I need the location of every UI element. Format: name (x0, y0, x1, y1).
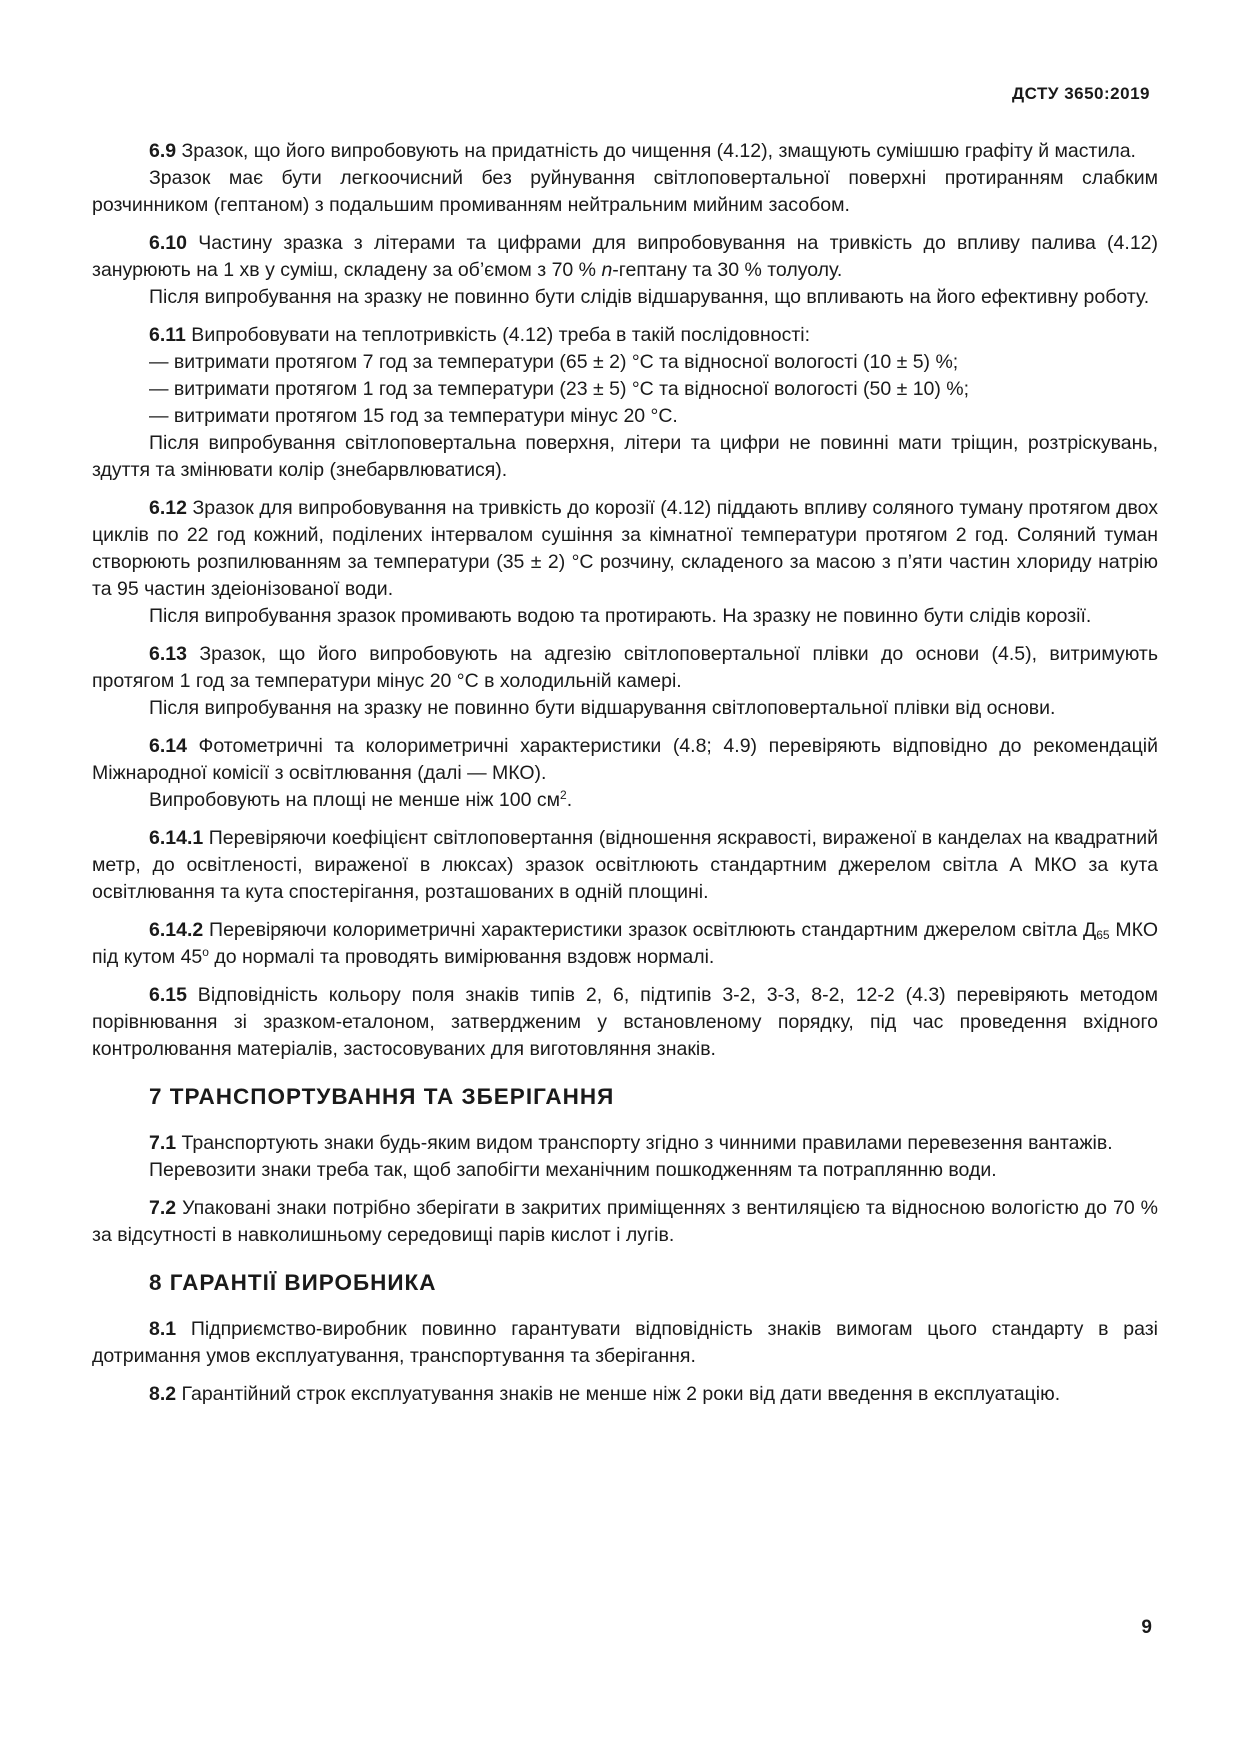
paragraph: Зразок має бути легкоочисний без руйнування світлоповертальної поверхні протиранням слабким розчинником (гептаном) з подальшим промиванням нейтральним мийним засобом. (92, 167, 1158, 216)
clause-number: 6.15 (149, 984, 187, 1006)
clause-6-13 (92, 641, 1158, 722)
clause-text: Зразок, що його випробовують на придатність до чищення (4.12), змащують сумішшю графіту й мастила. (176, 140, 1136, 162)
clause-text: МКО під кутом 45 (92, 919, 1158, 968)
clause-text-end: -гептану та 30 % толуолу. (612, 259, 843, 281)
clause-text: Зразок, що його випробовують на адгезію світлоповертальної плівки до основи (4.5), витримують протягом 1 год за температури мінус 20 °С в холодильній камері. (92, 643, 1158, 692)
paragraph (92, 825, 1158, 906)
paragraph (92, 495, 1158, 603)
paragraph: Перевозити знаки треба так, щоб запобігти механічним пошкодженням та потраплянню води. (149, 1159, 997, 1181)
paragraph (92, 138, 1158, 165)
document-body (92, 138, 1158, 1419)
paragraph (92, 1381, 1158, 1408)
document-code: ДСТУ 3650:2019 (1012, 84, 1150, 103)
paragraph (92, 641, 1158, 695)
paragraph: Після випробування світлоповертальна поверхня, літери та цифри не повинні мати тріщин, розтріскувань, здуття та змінювати колір (знебарвлюватися). (92, 432, 1158, 481)
clause-6-9 (92, 138, 1158, 219)
clause-6-14-1 (92, 825, 1158, 906)
clause-6-15 (92, 982, 1158, 1063)
clause-text: Перевіряючи колориметричні характеристики зразок освітлюють стандартним джерелом світла Д (203, 919, 1097, 941)
paragraph (92, 733, 1158, 787)
clause-text-end: до нормалі та проводять вимірювання вздовж нормалі. (208, 946, 715, 968)
list-item: — витримати протягом 7 год за температури (65 ± 2) °С та відносної вологості (10 ± 5) %; (149, 351, 959, 373)
clause-8-1 (92, 1316, 1158, 1370)
clause-number: 8.1 (149, 1318, 177, 1340)
clause-text: Перевіряючи коефіцієнт світлоповертання (відношення яскравості, вираженої в канделах на квадратний метр, до освітленості, вираженої в люксах) зразок освітлюють стандартним джерелом світла А МКО за кута освітлювання та кута спостерігання, розташованих в одній площині. (92, 827, 1158, 903)
clause-text: Відповідність кольору поля знаків типів 2, 6, підтипів 3-2, 3-3, 8-2, 12-2 (4.3) перевіряють методом порівнювання зі зразком-еталоном, затвердженим у встановленому порядку, під час проведення вхідного контролювання матеріалів, застосовуваних для виготовляння знаків. (92, 984, 1158, 1060)
superscript: о (202, 945, 209, 959)
page-number: 9 (1141, 1617, 1152, 1638)
clause-6-10 (92, 230, 1158, 311)
clause-number: 7.1 (149, 1132, 177, 1154)
clause-text: Упаковані знаки потрібно зберігати в закритих приміщеннях з вентиляцією та відносною вологістю до 70 % за відсутності в навколишньому середовищі парів кислот і лугів. (92, 1197, 1158, 1246)
paragraph (92, 917, 1158, 971)
paragraph: Після випробування зразок промивають водою та протирають. На зразку не повинно бути слідів корозії. (149, 605, 1092, 627)
clause-7-1 (92, 1130, 1158, 1184)
paragraph: Після випробування на зразку не повинно бути слідів відшарування, що впливають на його ефективну роботу. (149, 286, 1150, 308)
clause-text: Транспортують знаки будь-яким видом транспорту згідно з чинними правилами перевезення вантажів. (176, 1132, 1113, 1154)
clause-number: 7.2 (149, 1197, 177, 1219)
clause-7-2 (92, 1195, 1158, 1249)
subscript: 65 (1096, 928, 1110, 942)
clause-text-end: . (566, 789, 573, 811)
paragraph (92, 1195, 1158, 1249)
superscript: 2 (560, 788, 567, 802)
clause-number: 6.14.2 (149, 919, 204, 941)
list-item: — витримати протягом 1 год за температури (23 ± 5) °С та відносної вологості (50 ± 10) %; (149, 378, 970, 400)
paragraph (92, 787, 1158, 814)
paragraph: Після випробування на зразку не повинно бути відшарування світлоповертальної плівки від основи. (149, 697, 1056, 719)
clause-number: 6.14.1 (149, 827, 204, 849)
paragraph (92, 322, 1158, 349)
section-heading-7: 7 ТРАНСПОРТУВАННЯ ТА ЗБЕРІГАННЯ (149, 1084, 615, 1109)
clause-number: 6.12 (149, 497, 187, 519)
clause-text: Гарантійний строк експлуатування знаків не менше ніж 2 роки від дати введення в експлуатацію. (176, 1383, 1061, 1405)
clause-6-14-2 (92, 917, 1158, 971)
clause-6-11 (92, 322, 1158, 484)
clause-text: Частину зразка з літерами та цифрами для випробовування на тривкість до впливу палива (4.12) занурюють на 1 хв у суміш, складену за об’ємом з 70 % (92, 232, 1158, 281)
clause-number: 6.9 (149, 140, 177, 162)
clause-text: Випробовують на площі не менше ніж 100 см (149, 789, 561, 811)
clause-number: 6.11 (149, 324, 186, 346)
clause-text: Фотометричні та колориметричні характеристики (4.8; 4.9) перевіряють відповідно до рекомендацій Міжнародної комісії з освітлювання (далі — МКО). (92, 735, 1158, 784)
clause-number: 6.13 (149, 643, 187, 665)
clause-number: 6.10 (149, 232, 187, 254)
paragraph (92, 230, 1158, 284)
clause-number: 6.14 (149, 735, 187, 757)
paragraph (92, 1316, 1158, 1370)
clause-text: Підприємство-виробник повинно гарантувати відповідність знаків вимогам цього стандарту в разі дотримання умов експлуатування, транспортування та зберігання. (92, 1318, 1158, 1367)
clause-number: 8.2 (149, 1383, 177, 1405)
clause-6-12 (92, 495, 1158, 630)
clause-6-14 (92, 733, 1158, 814)
section-heading-8: 8 ГАРАНТІЇ ВИРОБНИКА (149, 1270, 437, 1295)
clause-8-2 (92, 1381, 1158, 1408)
clause-text: Зразок для випробовування на тривкість до корозії (4.12) піддають впливу соляного туману протягом двох циклів по 22 год кожний, поділених інтервалом сушіння за кімнатної температури протягом 2 год. Соляний туман створюють розпилюванням за температури (35 ± 2) °С розчину, складеного за масою з п’яти частин хлориду натрію та 95 частин здеіонізованої води. (92, 497, 1158, 600)
clause-text: Випробовувати на теплотривкість (4.12) треба в такій послідовності: (185, 324, 811, 346)
list-item: — витримати протягом 15 год за температури мінус 20 °С. (149, 405, 678, 427)
paragraph (92, 1130, 1158, 1157)
paragraph (92, 982, 1158, 1063)
italic-symbol: n (601, 259, 613, 281)
